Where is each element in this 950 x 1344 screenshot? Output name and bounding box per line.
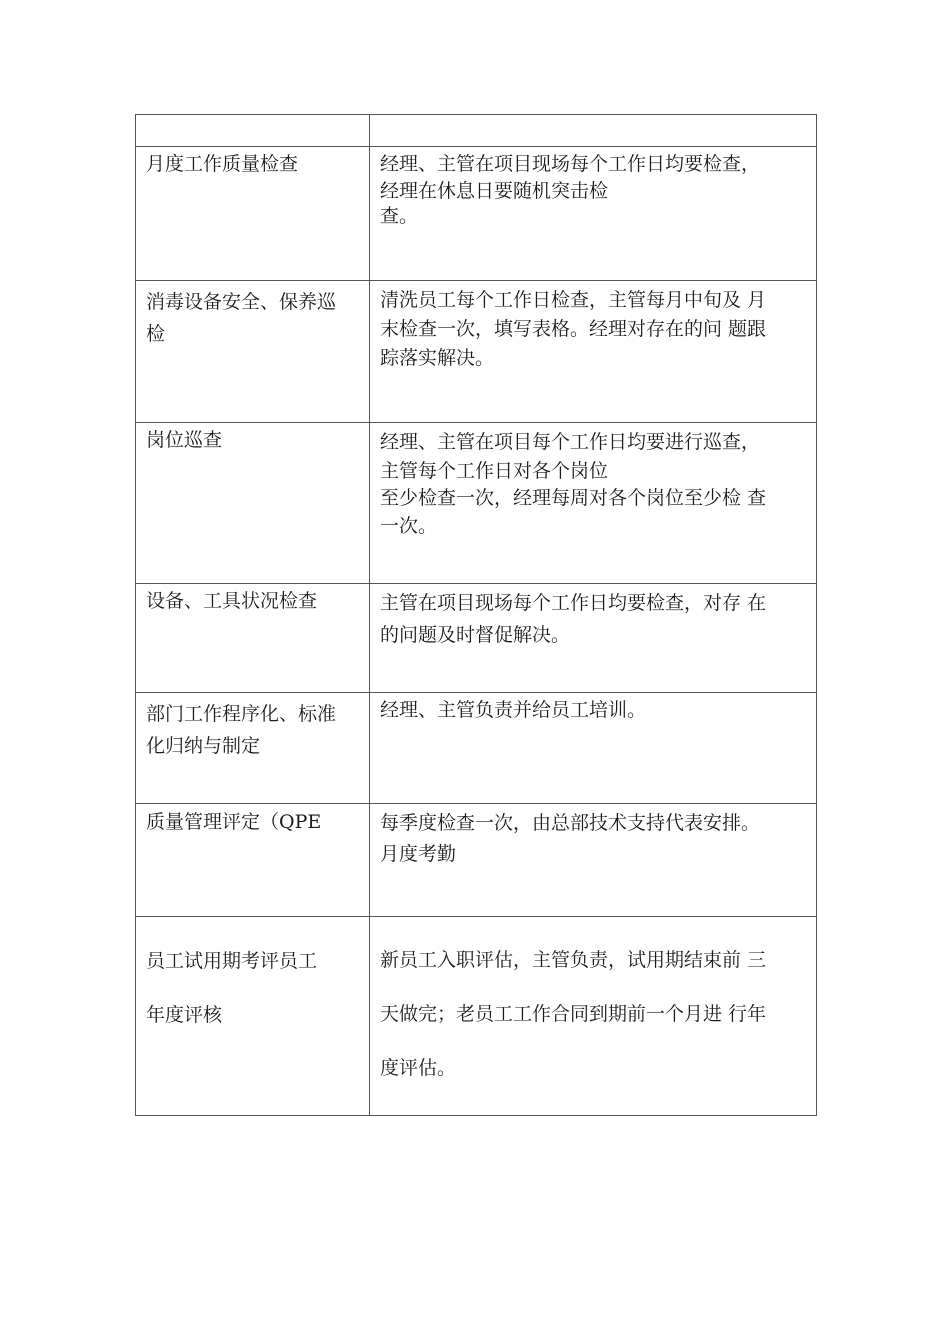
table-cell-item	[136, 115, 370, 147]
item-text: 员工试用期考评员工	[146, 950, 318, 972]
detail-text: 度评估。	[380, 1057, 457, 1079]
detail-text: 末检查一次，填写表格。经理对存在的问 题跟	[380, 318, 767, 340]
detail-text: 新员工入职评估，主管负责，试用期结束前 三	[380, 949, 767, 971]
item-text: 消毒设备安全、保养巡	[146, 291, 337, 313]
detail-text: 的问题及时督促解决。	[380, 624, 571, 646]
table-cell-detail	[370, 147, 817, 281]
detail-text: 每季度检查一次，由总部技术支持代表安排。	[380, 812, 761, 834]
table-row	[136, 423, 817, 584]
table-cell-item	[136, 147, 370, 281]
table-cell-detail	[370, 423, 817, 584]
table-cell-detail	[370, 281, 817, 423]
detail-text: 主管每个工作日对各个岗位	[380, 460, 609, 482]
table-row	[136, 584, 817, 693]
table-cell-item	[136, 584, 370, 693]
detail-text: 踪落实解决。	[380, 347, 495, 369]
table-row	[136, 917, 817, 1116]
detail-text: 月度考勤	[380, 843, 457, 865]
detail-text: 清洗员工每个工作日检查，主管每月中旬及 月	[380, 289, 767, 311]
inspection-table	[135, 114, 817, 1116]
item-text: 岗位巡查	[146, 429, 223, 451]
detail-text: 主管在项目现场每个工作日均要检查，对存 在	[380, 592, 767, 614]
table-row	[136, 115, 817, 147]
table-row	[136, 693, 817, 804]
item-text: 年度评核	[146, 1004, 223, 1026]
detail-text: 一次。	[380, 515, 438, 537]
table-cell-item	[136, 693, 370, 804]
detail-text: 天做完；老员工工作合同到期前一个月进 行年	[380, 1003, 767, 1025]
detail-text: 至少检查一次，经理每周对各个岗位至少检 查	[380, 487, 767, 509]
table-cell-detail	[370, 584, 817, 693]
table-row	[136, 804, 817, 917]
item-text: 质量管理评定（QPE	[146, 811, 322, 833]
table-row	[136, 281, 817, 423]
table-cell-item	[136, 423, 370, 584]
table-row	[136, 147, 817, 281]
table-cell-item	[136, 281, 370, 423]
detail-text: 经理、主管负责并给员工培训。	[380, 699, 647, 721]
item-text: 检	[146, 323, 166, 345]
detail-text: 查。	[380, 205, 419, 227]
detail-text: 经理、主管在项目现场每个工作日均要检查，	[380, 153, 761, 175]
item-text: 化归纳与制定	[146, 735, 261, 757]
table-cell-detail	[370, 115, 817, 147]
detail-text: 经理在休息日要随机突击检	[380, 180, 609, 202]
detail-text: 经理、主管在项目每个工作日均要进行巡查，	[380, 431, 761, 453]
item-text: 部门工作程序化、标准	[146, 703, 337, 725]
table-cell-detail	[370, 804, 817, 917]
item-text: 设备、工具状况检查	[146, 590, 318, 612]
table-cell-detail	[370, 917, 817, 1116]
table-cell-item	[136, 917, 370, 1116]
item-text: 月度工作质量检查	[146, 153, 299, 175]
table-cell-item	[136, 804, 370, 917]
table-cell-detail	[370, 693, 817, 804]
